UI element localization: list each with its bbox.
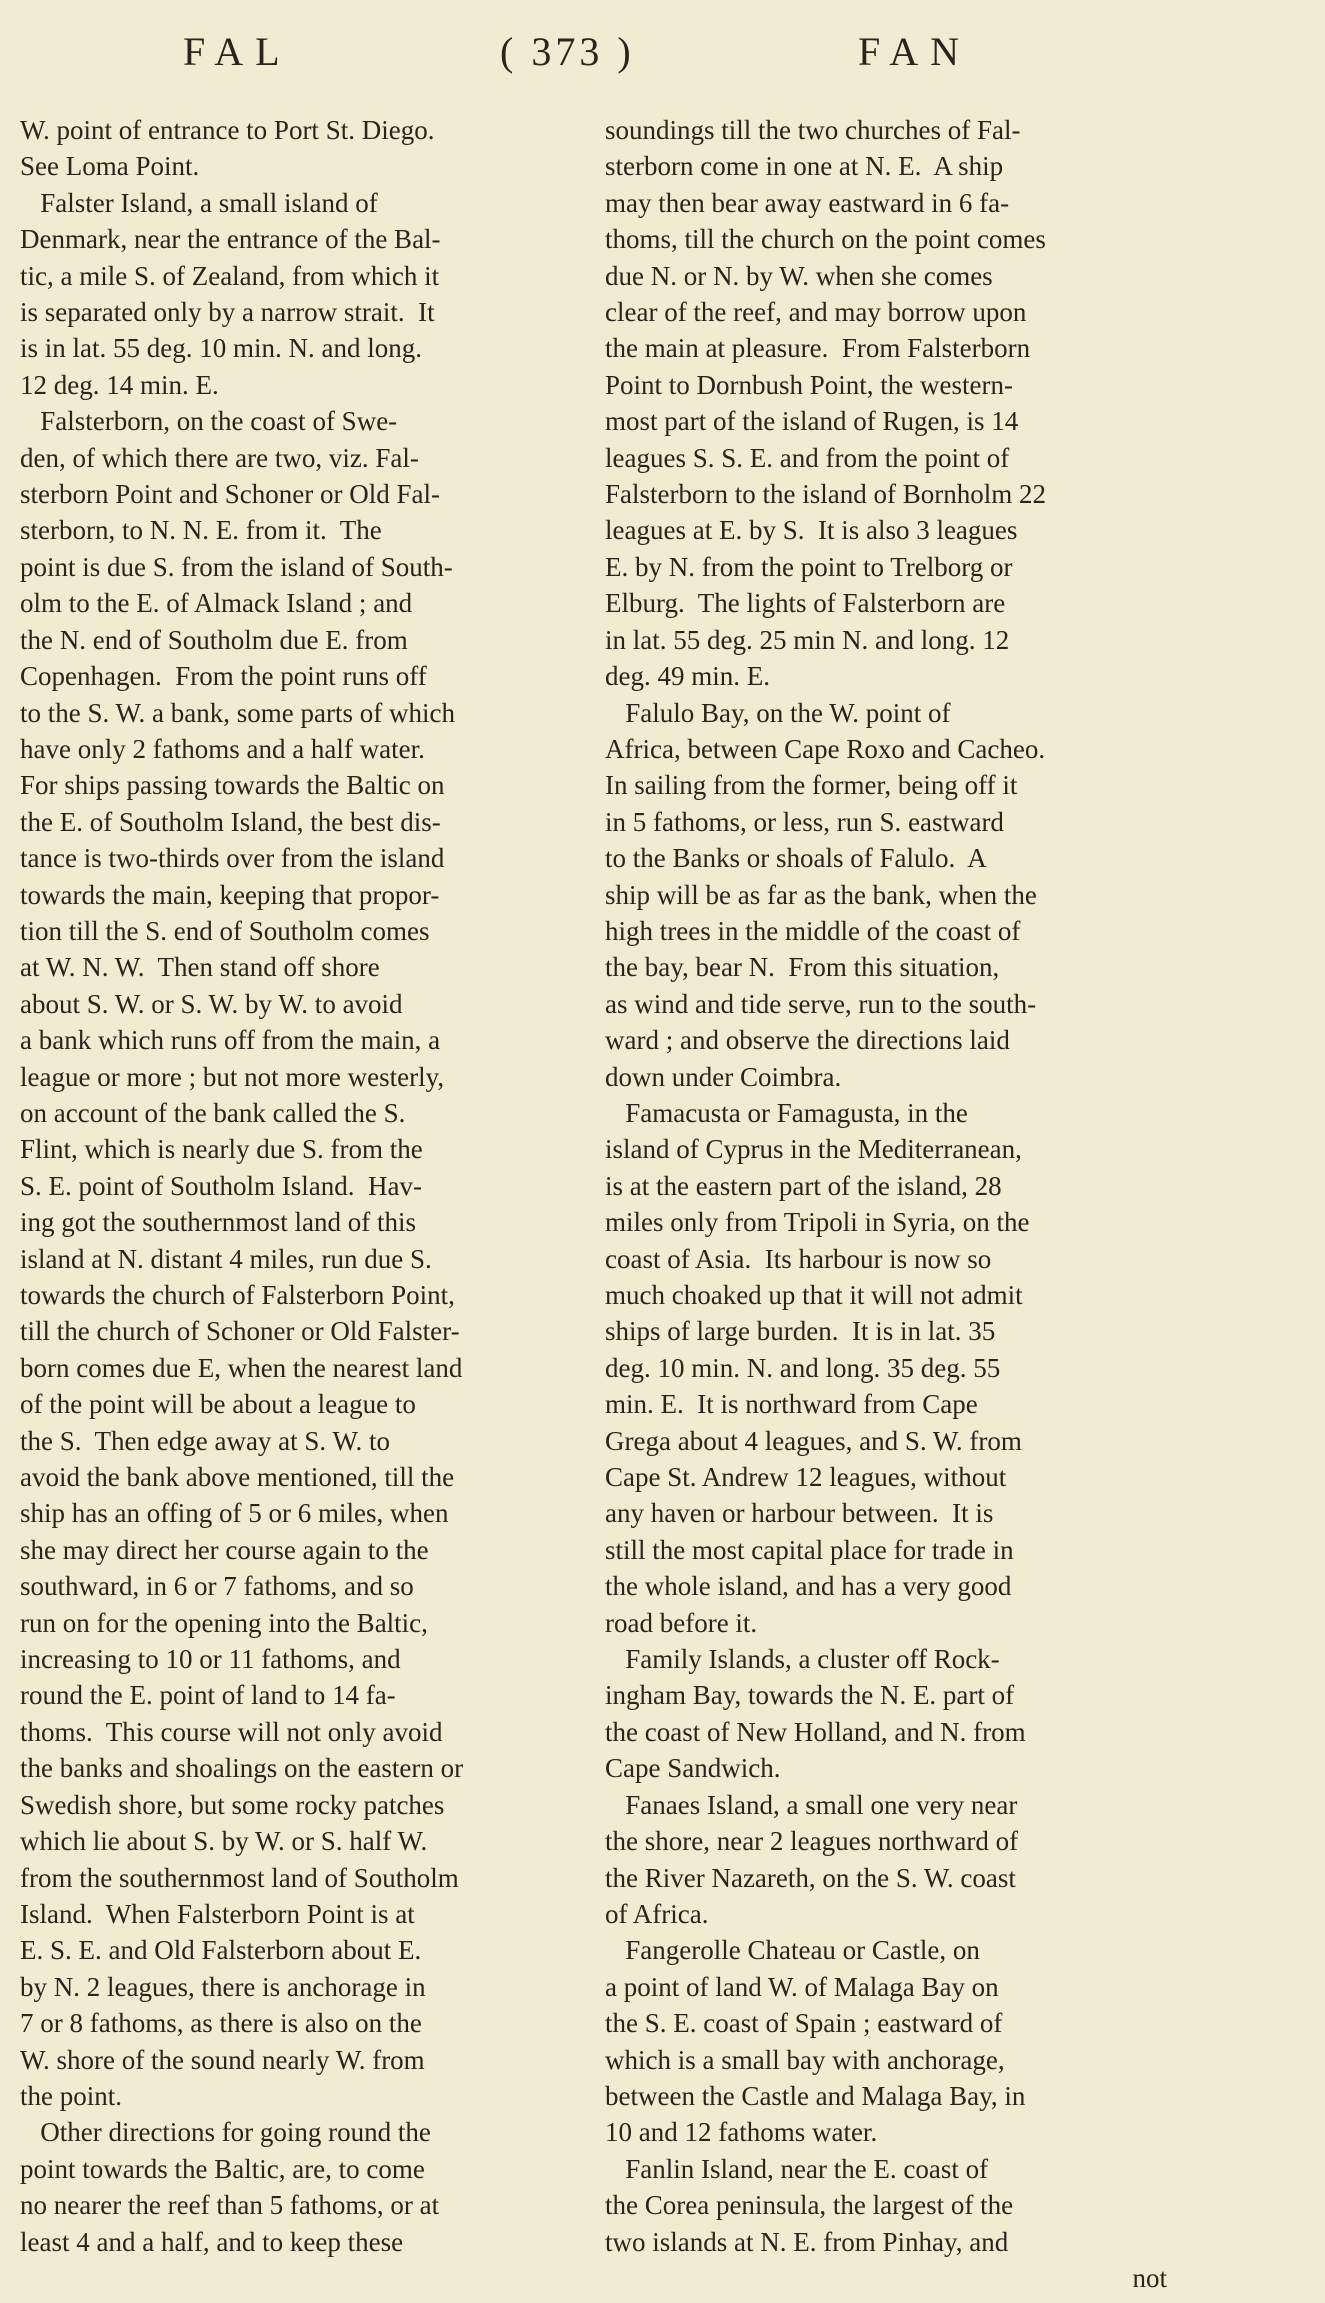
text-line: till the church of Schoner or Old Falster- bbox=[20, 1316, 460, 1347]
text-line: deg. 10 min. N. and long. 35 deg. 55 bbox=[605, 1352, 1001, 1383]
text-line: of Africa. bbox=[605, 1898, 709, 1929]
text-line: avoid the bank above mentioned, till the bbox=[20, 1462, 455, 1493]
text-line: any haven or harbour between. It is bbox=[605, 1498, 994, 1529]
text-line: W. point of entrance to Port St. Diego. bbox=[20, 115, 435, 145]
text-line: Elburg. The lights of Falsterborn are bbox=[605, 588, 1006, 619]
text-line: tic, a mile S. of Zealand, from which it bbox=[20, 260, 440, 291]
text-line: Fanlin Island, near the E. coast of bbox=[605, 2153, 989, 2184]
text-line: 10 and 12 fathoms water. bbox=[605, 2117, 878, 2148]
text-line: island of Cyprus in the Mediterranean, bbox=[605, 1134, 1022, 1165]
text-line: point is due S. from the island of South- bbox=[20, 551, 453, 582]
text-line: coast of Asia. Its harbour is now so bbox=[605, 1243, 992, 1274]
text-line: which is a small bay with anchorage, bbox=[605, 2044, 1005, 2075]
text-line: Falulo Bay, on the W. point of bbox=[605, 697, 951, 728]
text-line: Fangerolle Chateau or Castle, on bbox=[605, 1935, 980, 1966]
text-line: thoms. This course will not only avoid bbox=[20, 1716, 443, 1747]
text-line: the coast of New Holland, and N. from bbox=[605, 1716, 1026, 1747]
text-line: increasing to 10 or 11 fathoms, and bbox=[20, 1644, 401, 1675]
running-header bbox=[0, 28, 1325, 88]
text-line: Grega about 4 leagues, and S. W. from bbox=[605, 1425, 1022, 1456]
text-line: high trees in the middle of the coast of bbox=[605, 915, 1021, 946]
page-number: ( 373 ) bbox=[500, 29, 635, 74]
text-line: W. shore of the sound nearly W. from bbox=[20, 2044, 425, 2075]
text-line: the Corea peninsula, the largest of the bbox=[605, 2190, 1014, 2221]
text-line: Denmark, near the entrance of the Bal- bbox=[20, 224, 441, 255]
text-line: towards the church of Falsterborn Point, bbox=[20, 1280, 455, 1310]
header-left-guideword: FAL bbox=[183, 29, 292, 74]
text-line: to the Banks or shoals of Falulo. A bbox=[605, 843, 987, 874]
text-line: Island. When Falsterborn Point is at bbox=[20, 1898, 415, 1929]
text-line: Africa, between Cape Roxo and Cacheo. bbox=[605, 733, 1046, 764]
text-line: a point of land W. of Malaga Bay on bbox=[605, 1971, 999, 2002]
text-line: olm to the E. of Almack Island ; and bbox=[20, 588, 413, 619]
text-line: much choaked up that it will not admit bbox=[605, 1280, 1023, 1310]
text-line: Falster Island, a small island of bbox=[20, 187, 378, 218]
text-line: no nearer the reef than 5 fathoms, or at bbox=[20, 2190, 440, 2221]
text-line: Family Islands, a cluster off Rock- bbox=[605, 1644, 1000, 1675]
text-line: tance is two-thirds over from the island bbox=[20, 843, 445, 874]
text-line: ship has an offing of 5 or 6 miles, when bbox=[20, 1498, 449, 1529]
text-line: For ships passing towards the Baltic on bbox=[20, 770, 445, 801]
text-line: Flint, which is nearly due S. from the bbox=[20, 1134, 423, 1165]
text-line: Other directions for going round the bbox=[20, 2117, 431, 2148]
text-line: due N. or N. by W. when she comes bbox=[605, 260, 993, 291]
text-line: the whole island, and has a very good bbox=[605, 1571, 1012, 1602]
text-line: In sailing from the former, being off it bbox=[605, 770, 1018, 801]
text-line: ships of large burden. It is in lat. 35 bbox=[605, 1316, 996, 1347]
text-line: by N. 2 leagues, there is anchorage in bbox=[20, 1971, 426, 2002]
text-line: Point to Dornbush Point, the western- bbox=[605, 369, 1013, 400]
text-line: road before it. bbox=[605, 1607, 758, 1638]
text-line: Falsterborn to the island of Bornholm 22 bbox=[605, 479, 1046, 510]
text-line: two islands at N. E. from Pinhay, and bbox=[605, 2226, 1009, 2257]
text-line: sterborn come in one at N. E. A ship bbox=[605, 151, 1004, 182]
text-line: down under Coimbra. bbox=[605, 1061, 842, 1092]
text-line: least 4 and a half, and to keep these bbox=[20, 2226, 404, 2257]
text-line: most part of the island of Rugen, is 14 bbox=[605, 406, 1019, 437]
text-line: sterborn Point and Schoner or Old Fal- bbox=[20, 479, 440, 510]
text-line: have only 2 fathoms and a half water. bbox=[20, 733, 425, 764]
text-line: about S. W. or S. W. by W. to avoid bbox=[20, 988, 403, 1019]
text-line: Fanaes Island, a small one very near bbox=[605, 1789, 1018, 1820]
text-line: Famacusta or Famagusta, in the bbox=[605, 1097, 968, 1128]
text-line: born comes due E, when the nearest land bbox=[20, 1352, 463, 1383]
text-line: Swedish shore, but some rocky patches bbox=[20, 1789, 445, 1820]
text-line: 12 deg. 14 min. E. bbox=[20, 369, 219, 400]
right-column bbox=[605, 112, 1179, 2296]
text-line: island at N. distant 4 miles, run due S. bbox=[20, 1243, 432, 1274]
text-line: league or more ; but not more westerly, bbox=[20, 1061, 445, 1092]
text-line: the banks and shoalings on the eastern or bbox=[20, 1753, 464, 1784]
text-line: Copenhagen. From the point runs off bbox=[20, 661, 427, 692]
text-line: ship will be as far as the bank, when the bbox=[605, 879, 1037, 910]
text-line: is separated only by a narrow strait. It bbox=[20, 297, 435, 328]
text-line: is in lat. 55 deg. 10 min. N. and long. bbox=[20, 333, 422, 364]
text-line: still the most capital place for trade in bbox=[605, 1534, 1014, 1565]
text-line: towards the main, keeping that propor- bbox=[20, 879, 440, 910]
text-line: not bbox=[1132, 2262, 1167, 2293]
text-line: southward, in 6 or 7 fathoms, and so bbox=[20, 1571, 414, 1602]
text-line: ingham Bay, towards the N. E. part of bbox=[605, 1680, 1015, 1711]
text-line: thoms, till the church on the point comes bbox=[605, 224, 1046, 255]
text-line: miles only from Tripoli in Syria, on the bbox=[605, 1207, 1030, 1238]
text-line: soundings till the two churches of Fal- bbox=[605, 115, 1021, 145]
text-line: leagues at E. by S. It is also 3 leagues bbox=[605, 515, 1018, 546]
left-column bbox=[20, 112, 594, 2260]
text-line: the main at pleasure. From Falsterborn bbox=[605, 333, 1031, 364]
text-line: is at the eastern part of the island, 28 bbox=[605, 1170, 1002, 1201]
text-line: E. by N. from the point to Trelborg or bbox=[605, 551, 1013, 582]
text-line: in 5 fathoms, or less, run S. eastward bbox=[605, 806, 1004, 837]
text-line: clear of the reef, and may borrow upon bbox=[605, 297, 1027, 328]
text-line: leagues S. S. E. and from the point of bbox=[605, 442, 1010, 473]
text-line: run on for the opening into the Baltic, bbox=[20, 1607, 428, 1638]
text-line: of the point will be about a league to bbox=[20, 1389, 416, 1420]
text-line: the bay, bear N. From this situation, bbox=[605, 952, 1000, 983]
text-line: the E. of Southolm Island, the best dis- bbox=[20, 806, 441, 837]
text-line: Cape St. Andrew 12 leagues, without bbox=[605, 1462, 1007, 1493]
text-line: the River Nazareth, on the S. W. coast bbox=[605, 1862, 1016, 1893]
text-line: tion till the S. end of Southolm comes bbox=[20, 915, 430, 946]
text-line: ing got the southernmost land of this bbox=[20, 1207, 416, 1238]
text-line: deg. 49 min. E. bbox=[605, 661, 770, 692]
text-line: den, of which there are two, viz. Fal- bbox=[20, 442, 419, 473]
text-line: may then bear away eastward in 6 fa- bbox=[605, 187, 1010, 218]
text-line: a bank which runs off from the main, a bbox=[20, 1025, 441, 1056]
text-line: ward ; and observe the directions laid bbox=[605, 1025, 1010, 1056]
text-line: 7 or 8 fathoms, as there is also on the bbox=[20, 2008, 422, 2039]
text-line: point towards the Baltic, are, to come bbox=[20, 2153, 425, 2184]
text-line: to the S. W. a bank, some parts of which bbox=[20, 697, 455, 728]
header-right-guideword: FAN bbox=[858, 29, 972, 74]
text-line: sterborn, to N. N. E. from it. The bbox=[20, 515, 382, 546]
text-line: at W. N. W. Then stand off shore bbox=[20, 952, 380, 983]
text-line: on account of the bank called the S. bbox=[20, 1097, 406, 1128]
text-line: Cape Sandwich. bbox=[605, 1753, 781, 1784]
text-line: See Loma Point. bbox=[20, 151, 200, 182]
text-line: between the Castle and Malaga Bay, in bbox=[605, 2080, 1026, 2111]
text-line: the N. end of Southolm due E. from bbox=[20, 624, 408, 655]
text-line: which lie about S. by W. or S. half W. bbox=[20, 1826, 428, 1857]
text-line: the S. Then edge away at S. W. to bbox=[20, 1425, 390, 1456]
text-line: the S. E. coast of Spain ; eastward of bbox=[605, 2008, 1003, 2039]
text-line: she may direct her course again to the bbox=[20, 1534, 429, 1565]
text-line: Falsterborn, on the coast of Swe- bbox=[20, 406, 398, 437]
text-line: min. E. It is northward from Cape bbox=[605, 1389, 978, 1420]
text-line: E. S. E. and Old Falsterborn about E. bbox=[20, 1935, 422, 1966]
text-line: in lat. 55 deg. 25 min N. and long. 12 bbox=[605, 624, 1010, 655]
text-line: the shore, near 2 leagues northward of bbox=[605, 1826, 1019, 1857]
text-line: from the southernmost land of Southolm bbox=[20, 1862, 459, 1893]
text-line: round the E. point of land to 14 fa- bbox=[20, 1680, 396, 1711]
text-line: S. E. point of Southolm Island. Hav- bbox=[20, 1170, 422, 1201]
text-line: as wind and tide serve, run to the south- bbox=[605, 988, 1037, 1019]
text-line: the point. bbox=[20, 2080, 122, 2111]
